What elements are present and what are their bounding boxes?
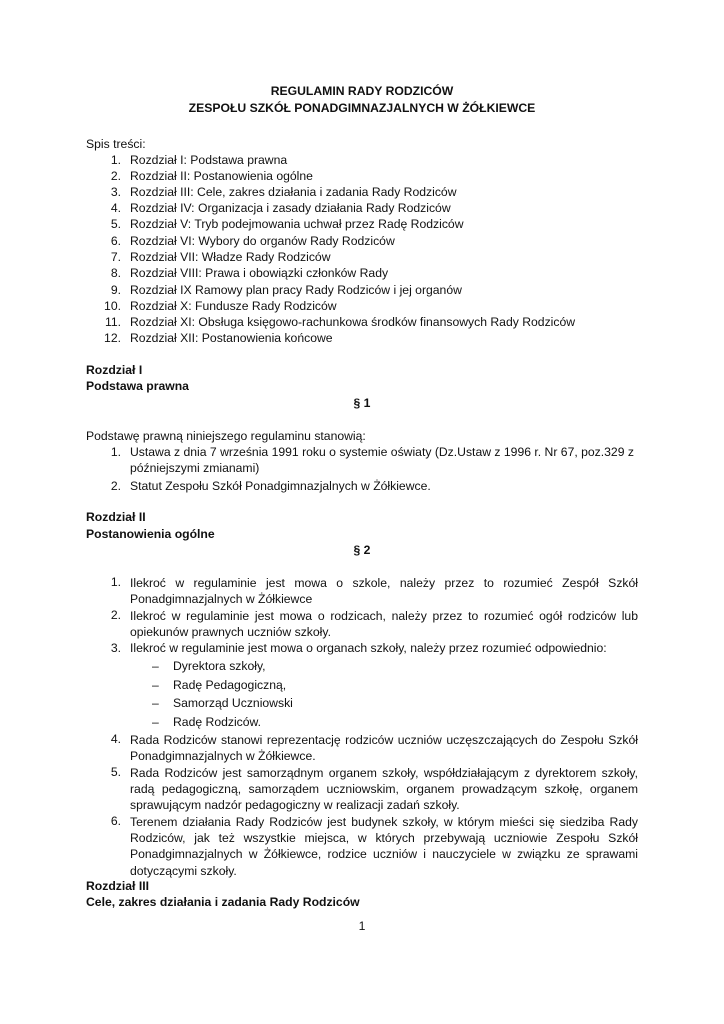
chapter3-label: Rozdział III: [86, 879, 149, 893]
document-subtitle: ZESPOŁU SZKÓŁ PONADGIMNAZJALNYCH W ŻÓŁKIEWCE: [188, 101, 536, 115]
page-number: 1: [358, 919, 366, 933]
chapter1-intro: Podstawę prawną niniejszego regulaminu stanowią:: [86, 429, 366, 443]
document-title: REGULAMIN RADY RODZICÓW: [270, 84, 454, 98]
document-page: REGULAMIN RADY RODZICÓW ZESPOŁU SZKÓŁ PONADGIMNAZJALNYCH W ŻÓŁKIEWCE Spis treści: 1. Rozdział I: Podstawa prawna 2. Rozdział II: Postanowienia ogólne 3. Rozdział III: Cele, zakres działania i zadania Rady Rodziców 4. Rozdział IV: Organizacja i zasady działania Rady Rodziców 5. Rozdział V: Tryb podejmowania uchwał przez Radę Rodziców 6. Rozdział VI: Wybory do organów Rady Rodziców 7. Rozdział VII: Władze Rady Rodziców 8. Rozdział VIII: Prawa i obowiązki członków Rady 9. Rozdział IX Ramowy plan pracy Rady Rodziców i jej organów 10. Rozdział X: Fundusze Rady Rodziców 11. Rozdział XI: Obsługa księgowo-rachunkowa środków finansowych Rady Rodziców 12. Rozdział XII: Postanowienia końcowe Rozdział I Podstawa prawna § 1 Podstawę prawną niniejszego regulaminu stanowią: 1. Ustawa z dnia 7 września 1991 roku o systemie oświaty (Dz.Ustaw z 1996 r. Nr 67, poz.329 z późniejszymi zmianami) 2. Statut Zespołu Szkół Ponadgimnazjalnych w Żółkiewce. Rozdział II Postanowienia ogólne § 2 1. Ilekroć w regulaminie jest mowa o szkole, należy przez to rozumieć Zespół Szkół Ponadgimnazjalnych w Żółkiewce 2. Ilekroć w regulaminie jest mowa o rodzicach, należy przez to rozumieć ogół rodziców lub opiekunów prawnych uczniów szkoły. 3. Ilekroć w regulaminie jest mowa o organach szkoły, należy przez rozumieć odpowiednio: – Dyrektora szkoły, – Radę Pedagogiczną, – Samorząd Uczniowski – Radę Rodziców. 4. Rada Rodziców stanowi reprezentację rodziców uczniów uczęszczających do Zespołu Szkół Ponadgimnazjalnych w Żółkiewce. 5. Rada Rodziców jest samorządnym organem szkoły, współdziałającym z dyrektorem szkoły, radą pedagogiczną, samorządem uczniowskim, organem prowadzącym szkołę, organem sprawującym nadzór pedagogiczny w realizacji zadań szkoły. 6. Terenem działania Rady Rodziców jest budynek szkoły, w którym mieści się siedziba Rady Rodziców, jak też wszystkie miejsca, w których przebywają uczniowie Zespołu Szkół Ponadgimnazjalnych w Żółkiewce, rodzice uczniów i nauczyciele w związku ze sprawami dotyczącymi szkoły. Rozdział III Cele, zakres działania i zadania Rady Rodziców 1: [0, 0, 724, 1024]
chapter2-name: Postanowienia ogólne: [86, 527, 215, 541]
chapter2-paragraph-sign: § 2: [353, 543, 371, 557]
chapter3-name: Cele, zakres działania i zadania Rady Rodziców: [86, 895, 360, 909]
chapter1-name: Podstawa prawna: [86, 379, 189, 393]
chapter1-paragraph-sign: § 1: [353, 396, 371, 410]
chapter1-label: Rozdział I: [86, 363, 143, 377]
toc-heading: Spis treści:: [86, 137, 146, 151]
chapter2-label: Rozdział II: [86, 510, 146, 524]
